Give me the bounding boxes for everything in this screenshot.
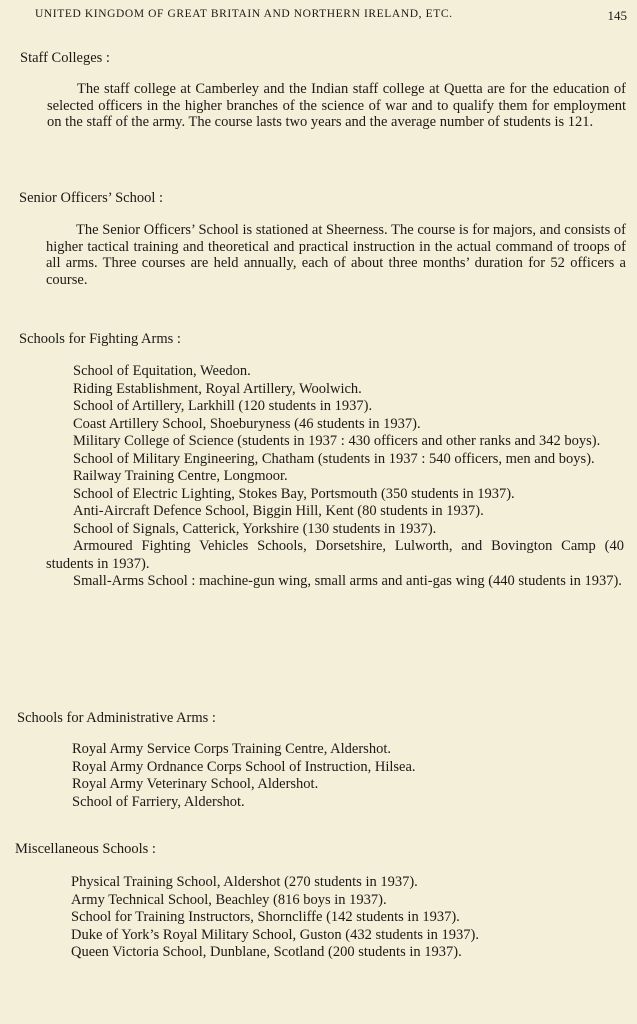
list-item: Duke of York’s Royal Military School, Guston (432 students in 1937). xyxy=(71,926,480,943)
list-item: Riding Establishment, Royal Artillery, Woolwich. xyxy=(73,380,362,397)
list-item: School of Equitation, Weedon. xyxy=(73,363,251,379)
list-item: School of Farriery, Aldershot. xyxy=(72,793,245,810)
page-number: 145 xyxy=(607,8,627,23)
staff-colleges-paragraph: The staff college at Camberley and the Indian staff college at Quetta are for the education of selected officers in the higher branches of the science of war and to qualify them for employment on the staff of the army. The course lasts two years and the average number of students is 121. xyxy=(47,81,626,130)
list-item: Physical Training School, Aldershot (270 students in 1937). xyxy=(71,874,418,890)
running-header xyxy=(35,8,627,24)
list-item: Royal Army Service Corps Training Centre, Aldershot. xyxy=(72,741,391,757)
section-heading-fighting-arms: Schools for Fighting Arms : xyxy=(19,331,181,347)
fighting-arms-list xyxy=(46,363,624,591)
miscellaneous-list xyxy=(44,874,624,962)
list-item: School of Military Engineering, Chatham (students in 1937 : 540 officers, men and boys). xyxy=(73,450,595,467)
senior-officers-paragraph: The Senior Officers’ School is stationed at Sheerness. The course is for majors, and consists of higher tactical training and theoretical and practical instruction in the actual command of troops of all arms. Three courses are held annually, each of about three months’ duration for 52 officers a course. xyxy=(46,222,626,288)
list-item: Army Technical School, Beachley (816 boys in 1937). xyxy=(71,891,387,908)
list-item: School of Artillery, Larkhill (120 students in 1937). xyxy=(73,398,373,414)
list-item: School of Electric Lighting, Stokes Bay, Portsmouth (350 students in 1937). xyxy=(73,485,515,502)
list-item: Armoured Fighting Vehicles Schools, Dorsetshire, Lulworth, and Bovington Camp (40 students in 1937). xyxy=(46,538,624,572)
administrative-arms-list xyxy=(45,741,623,811)
list-item: Anti-Aircraft Defence School, Biggin Hill, Kent (80 students in 1937). xyxy=(73,503,484,519)
section-heading-administrative-arms: Schools for Administrative Arms : xyxy=(17,710,216,726)
list-item: Small-Arms School : machine-gun wing, small arms and anti-gas wing (440 students in 1937). xyxy=(73,573,622,589)
section-heading-senior-officers-school: Senior Officers’ School : xyxy=(19,190,164,206)
section-heading-miscellaneous: Miscellaneous Schools : xyxy=(15,841,156,857)
list-item: Railway Training Centre, Longmoor. xyxy=(73,468,288,484)
list-item: Queen Victoria School, Dunblane, Scotland (200 students in 1937). xyxy=(71,944,462,960)
section-heading-staff-colleges: Staff Colleges : xyxy=(20,50,110,66)
list-item: Royal Army Ordnance Corps School of Instruction, Hilsea. xyxy=(72,758,416,775)
running-title: UNITED KINGDOM OF GREAT BRITAIN AND NORTHERN IRELAND, ETC. xyxy=(35,8,453,20)
list-item: Royal Army Veterinary School, Aldershot. xyxy=(72,776,319,792)
list-item: Coast Artillery School, Shoeburyness (46 students in 1937). xyxy=(73,415,421,432)
list-item: School of Signals, Catterick, Yorkshire (130 students in 1937). xyxy=(73,520,437,537)
list-item: School for Training Instructors, Shorncliffe (142 students in 1937). xyxy=(71,909,460,925)
list-item: Military College of Science (students in 1937 : 430 officers and other ranks and 342 boys). xyxy=(73,433,601,449)
